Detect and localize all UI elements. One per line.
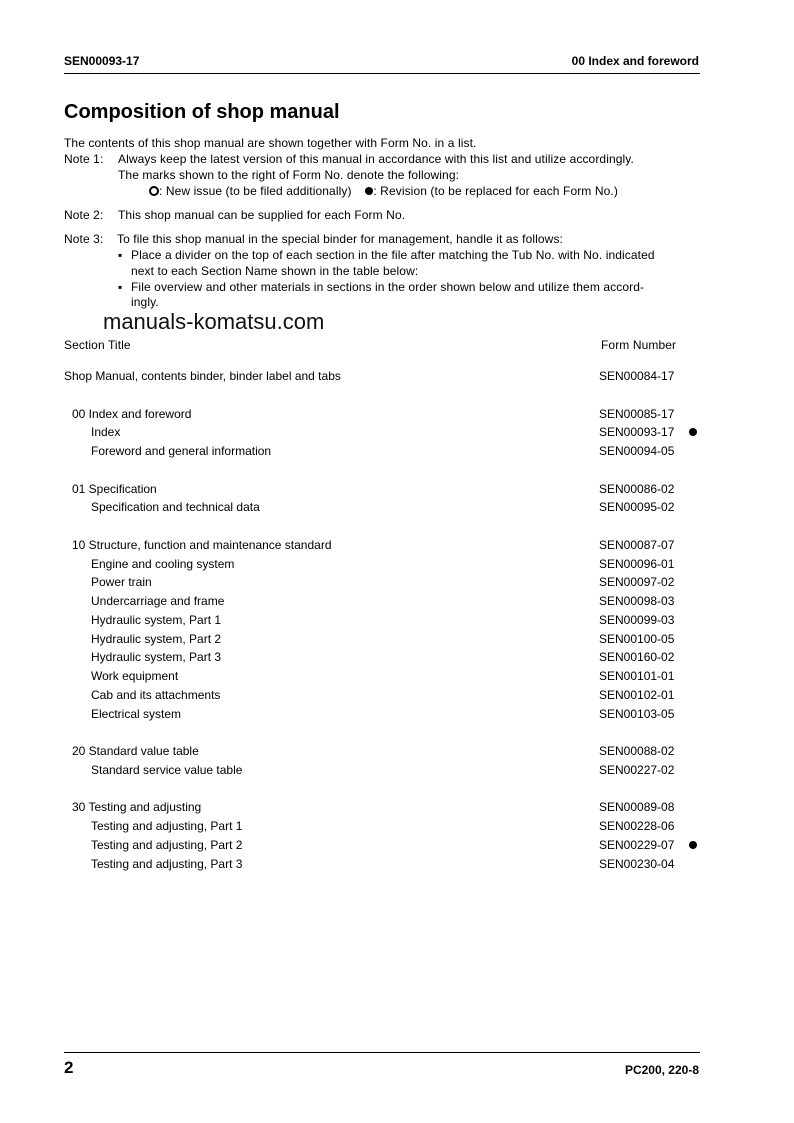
bullet2-line1: File overview and other materials in sections in the order shown below and utilize them accord-	[131, 280, 645, 294]
note3-text: To file this shop manual in the special binder for management, handle it as follows:	[117, 232, 563, 246]
form-number: SEN00099-03	[599, 612, 675, 627]
column-header-title: Section Title	[64, 338, 131, 352]
form-number: SEN00229-07	[599, 837, 675, 852]
section-title: 01 Specification	[72, 481, 157, 496]
form-number: SEN00084-17	[599, 369, 675, 383]
header-rule	[64, 73, 700, 74]
bullet1-line2: next to each Section Name shown in the table below:	[131, 264, 419, 278]
section-title: 30 Testing and adjusting	[72, 800, 202, 815]
note2-label: Note 2:	[64, 208, 104, 222]
table-row	[64, 556, 704, 575]
note3-label: Note 3:	[64, 232, 104, 246]
note2-text: This shop manual can be supplied for each Form No.	[118, 208, 406, 222]
form-number: SEN00103-05	[599, 706, 675, 721]
section-title: Engine and cooling system	[91, 556, 235, 571]
footer-rule	[64, 1052, 700, 1053]
table-row	[64, 499, 704, 518]
form-number: SEN00089-08	[599, 800, 675, 815]
model-name: PC200, 220-8	[624, 1063, 699, 1077]
bullet1-marker: ▪	[118, 248, 123, 262]
revision-mark-icon	[689, 428, 697, 436]
section-title: Hydraulic system, Part 1	[91, 612, 222, 627]
form-number: SEN00093-17	[599, 425, 675, 440]
table-row	[64, 574, 704, 593]
section-title: Power train	[91, 575, 152, 590]
table-row	[64, 743, 704, 762]
form-number: SEN00230-04	[599, 856, 675, 871]
bullet2-line2: ingly.	[131, 295, 159, 309]
section-title: Foreword and general information	[91, 444, 272, 458]
table-row	[64, 818, 704, 837]
section-title: Shop Manual, contents binder, binder label and tabs	[64, 369, 341, 383]
section-title: Electrical system	[91, 706, 182, 721]
form-number: SEN00160-02	[599, 650, 675, 665]
mark-new-label: : New issue (to be filed additionally)	[159, 184, 352, 198]
form-number: SEN00102-01	[599, 687, 675, 702]
table-row	[64, 593, 704, 612]
table-row	[64, 537, 704, 556]
section-title: Hydraulic system, Part 2	[91, 631, 222, 646]
note1-text2: The marks shown to the right of Form No. denote the following:	[118, 168, 460, 182]
section-title: Work equipment	[91, 669, 179, 683]
form-number: SEN00228-06	[599, 819, 675, 833]
section-title: Testing and adjusting, Part 2	[91, 837, 243, 852]
table-row	[64, 481, 704, 500]
table-row	[64, 443, 704, 462]
table-row	[64, 706, 704, 725]
new-issue-icon	[149, 186, 159, 196]
table-row	[64, 631, 704, 650]
table-row	[64, 799, 704, 818]
table-row	[64, 837, 704, 856]
bullet1-line1: Place a divider on the top of each section in the file after matching the Tub No. with No. indicated	[131, 248, 655, 262]
form-number: SEN00086-02	[599, 481, 675, 496]
section-title: 20 Standard value table	[72, 744, 199, 758]
page-number: 2	[64, 1058, 74, 1077]
page-title: Composition of shop manual	[64, 101, 340, 123]
form-number: SEN00227-02	[599, 762, 675, 777]
section-title: Cab and its attachments	[91, 687, 221, 702]
form-number: SEN00096-01	[599, 556, 675, 571]
section-title: Undercarriage and frame	[91, 594, 225, 608]
form-number: SEN00101-01	[599, 669, 675, 683]
mark-rev-label: : Revision (to be replaced for each Form No.)	[373, 184, 618, 198]
revision-mark-icon	[689, 841, 697, 849]
section-title: 00 Index and foreword	[72, 406, 192, 421]
watermark: manuals-komatsu.com	[103, 309, 325, 334]
form-number: SEN00088-02	[599, 744, 675, 758]
note1-label: Note 1:	[64, 152, 104, 166]
form-number: SEN00094-05	[599, 444, 675, 458]
section-title: Testing and adjusting, Part 3	[91, 856, 243, 871]
table-row	[64, 762, 704, 781]
table-row	[64, 687, 704, 706]
table-row	[64, 368, 704, 387]
table-row	[64, 612, 704, 631]
table-row	[64, 668, 704, 687]
form-number: SEN00100-05	[599, 631, 675, 646]
form-number: SEN00085-17	[599, 406, 675, 421]
form-number: SEN00098-03	[599, 594, 675, 608]
section-title: Specification and technical data	[91, 500, 260, 515]
bullet2-marker: ▪	[118, 280, 123, 294]
column-header-form: Form Number	[601, 338, 677, 352]
form-number: SEN00095-02	[599, 500, 675, 515]
form-number: SEN00087-07	[599, 537, 675, 552]
header-section: 00 Index and foreword	[571, 54, 699, 68]
table-row	[64, 649, 704, 668]
section-title: Testing and adjusting, Part 1	[91, 819, 243, 833]
table-row	[64, 424, 704, 443]
section-title: Hydraulic system, Part 3	[91, 650, 222, 665]
doc-code: SEN00093-17	[64, 54, 140, 68]
intro-text: The contents of this shop manual are shown together with Form No. in a list.	[64, 136, 477, 150]
section-title: 10 Structure, function and maintenance standard	[72, 537, 332, 552]
form-number: SEN00097-02	[599, 575, 675, 590]
table-row	[64, 856, 704, 875]
section-title: Standard service value table	[91, 762, 243, 777]
table-row	[64, 406, 704, 425]
section-title: Index	[91, 425, 121, 440]
note1-text: Always keep the latest version of this manual in accordance with this list and utilize accordingly.	[118, 152, 634, 166]
mark-legend	[149, 184, 618, 198]
